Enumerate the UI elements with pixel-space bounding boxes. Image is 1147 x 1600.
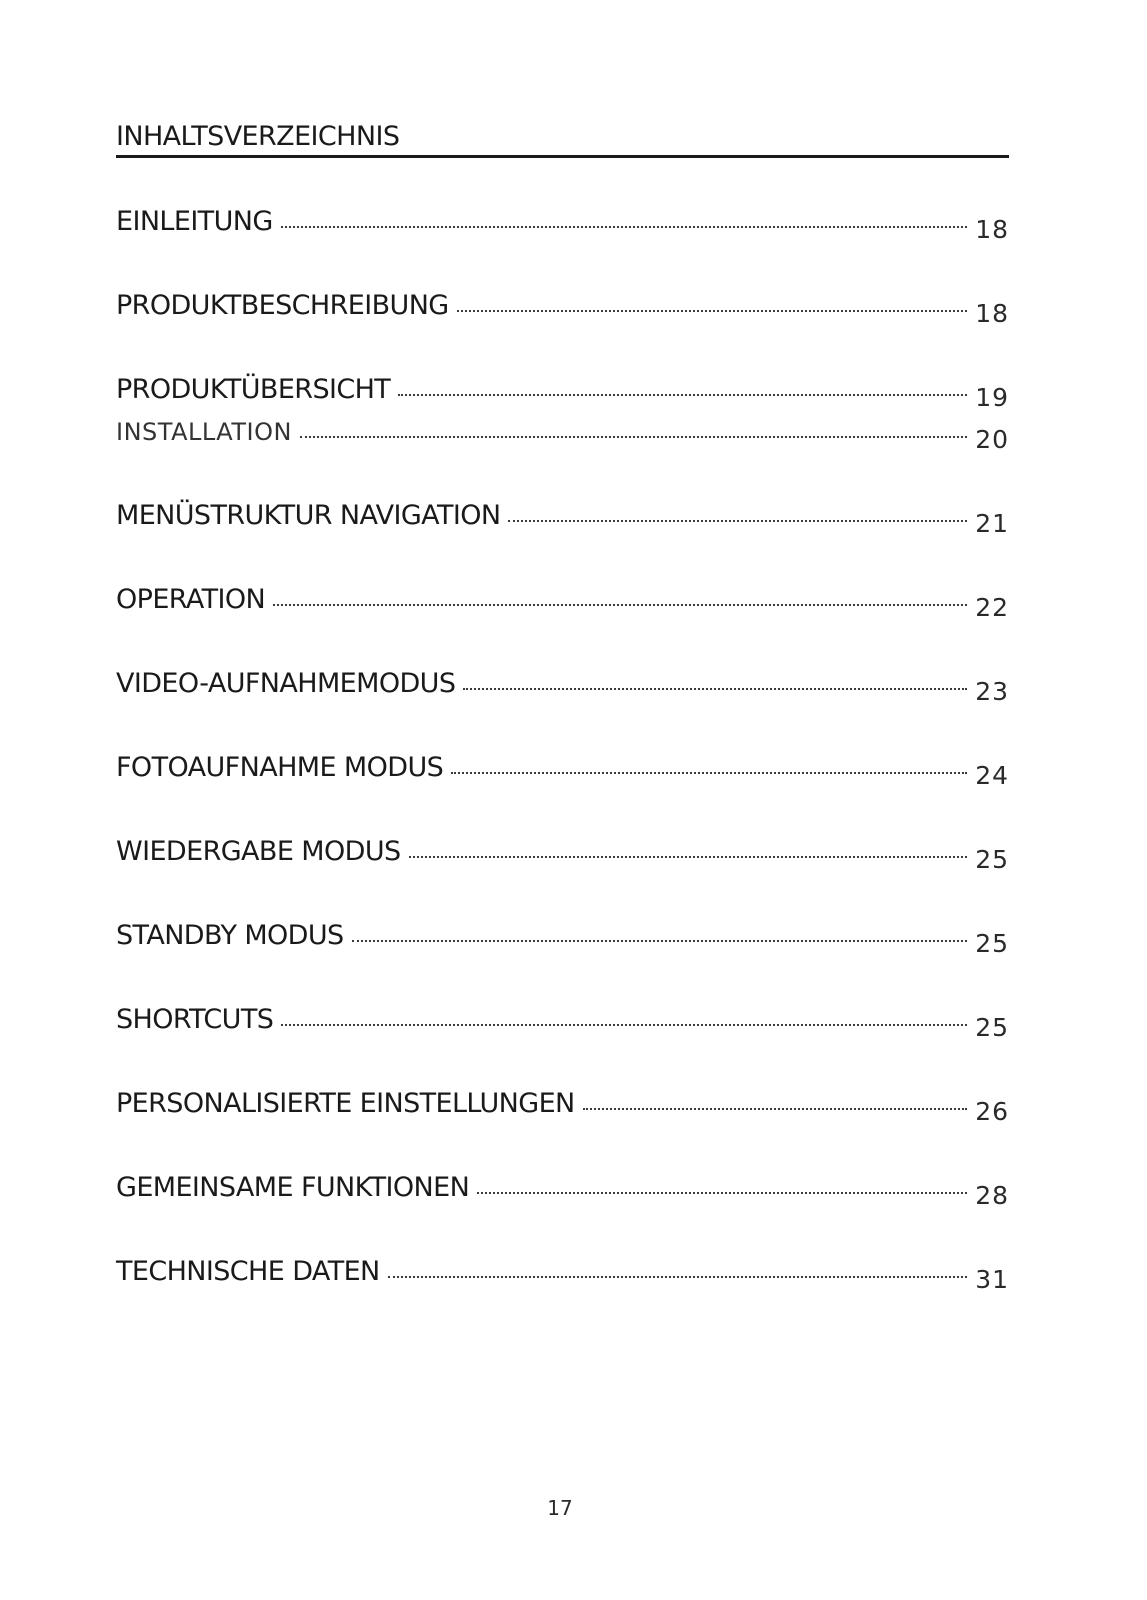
- toc-entry-page: 20: [975, 425, 1009, 454]
- dot-leader: [281, 226, 968, 228]
- toc-entry-title: PRODUKTBESCHREIBUNG: [116, 290, 449, 321]
- toc-entry-title: SHORTCUTS: [116, 1004, 274, 1035]
- toc-entry-technische-daten[interactable]: [116, 1254, 1009, 1294]
- toc-entry-einleitung[interactable]: [116, 204, 1009, 244]
- toc-entry-page: 24: [975, 761, 1009, 790]
- toc-entry-title: TECHNISCHE DATEN: [116, 1256, 380, 1287]
- toc-entry-page: 25: [975, 929, 1009, 958]
- toc-entry-personalisierte-einstellungen[interactable]: [116, 1086, 1009, 1126]
- toc-heading-text: INHALTSVERZEICHNIS: [116, 121, 400, 152]
- toc-entry-produktuebersicht[interactable]: [116, 372, 1009, 412]
- toc-entry-page: 26: [975, 1097, 1009, 1126]
- toc-entry-video-aufnahmemodus[interactable]: [116, 666, 1009, 706]
- dot-leader: [457, 310, 968, 312]
- toc-entry-page: 21: [975, 509, 1009, 538]
- dot-leader: [583, 1108, 968, 1110]
- toc-entry-page: 25: [975, 845, 1009, 874]
- dot-leader: [477, 1192, 967, 1194]
- toc-entry-title: STANDBY MODUS: [116, 920, 344, 951]
- page-number: 17: [547, 1496, 573, 1520]
- toc-entry-fotoaufnahme-modus[interactable]: [116, 750, 1009, 790]
- toc-entry-title: EINLEITUNG: [116, 206, 273, 237]
- toc-entry-shortcuts[interactable]: [116, 1002, 1009, 1042]
- toc-entry-standby-modus[interactable]: [116, 918, 1009, 958]
- toc-entry-title: OPERATION: [116, 584, 266, 615]
- dot-leader: [300, 436, 967, 438]
- toc-entry-page: 18: [975, 299, 1009, 328]
- toc-entry-page: 28: [975, 1181, 1009, 1210]
- toc-entry-title: GEMEINSAME FUNKTIONEN: [116, 1172, 470, 1203]
- toc-entry-page: 18: [975, 215, 1009, 244]
- dot-leader: [463, 688, 967, 690]
- toc-entry-page: 19: [975, 383, 1009, 412]
- toc-entry-wiedergabe-modus[interactable]: [116, 834, 1009, 874]
- toc-entry-title: VIDEO-AUFNAHMEMODUS: [116, 668, 456, 699]
- toc-entry-page: 31: [975, 1265, 1009, 1294]
- toc-entry-title: WIEDERGABE MODUS: [116, 836, 401, 867]
- toc-entry-gemeinsame-funktionen[interactable]: [116, 1170, 1009, 1210]
- dot-leader: [409, 856, 968, 858]
- toc-entry-title: FOTOAUFNAHME MODUS: [116, 752, 444, 783]
- toc-entry-page: 22: [975, 593, 1009, 622]
- toc-entry-title: PERSONALISIERTE EINSTELLUNGEN: [116, 1088, 575, 1119]
- toc-entry-produktbeschreibung[interactable]: [116, 288, 1009, 328]
- dot-leader: [352, 940, 968, 942]
- dot-leader: [508, 520, 967, 522]
- toc-entry-operation[interactable]: [116, 582, 1009, 622]
- dot-leader: [388, 1276, 968, 1278]
- dot-leader: [281, 1024, 967, 1026]
- toc-heading: [116, 122, 1009, 158]
- dot-leader: [398, 394, 967, 396]
- toc-entry-installation[interactable]: [116, 414, 1009, 454]
- toc-entry-title: INSTALLATION: [116, 418, 292, 446]
- dot-leader: [273, 604, 967, 606]
- dot-leader: [451, 772, 967, 774]
- toc-entry-title: MENÜSTRUKTUR NAVIGATION: [116, 500, 501, 531]
- toc-entry-menuestruktur-navigation[interactable]: [116, 498, 1009, 538]
- toc-entry-page: 25: [975, 1013, 1009, 1042]
- toc-entry-title: PRODUKTÜBERSICHT: [116, 374, 391, 405]
- toc-entry-page: 23: [975, 677, 1009, 706]
